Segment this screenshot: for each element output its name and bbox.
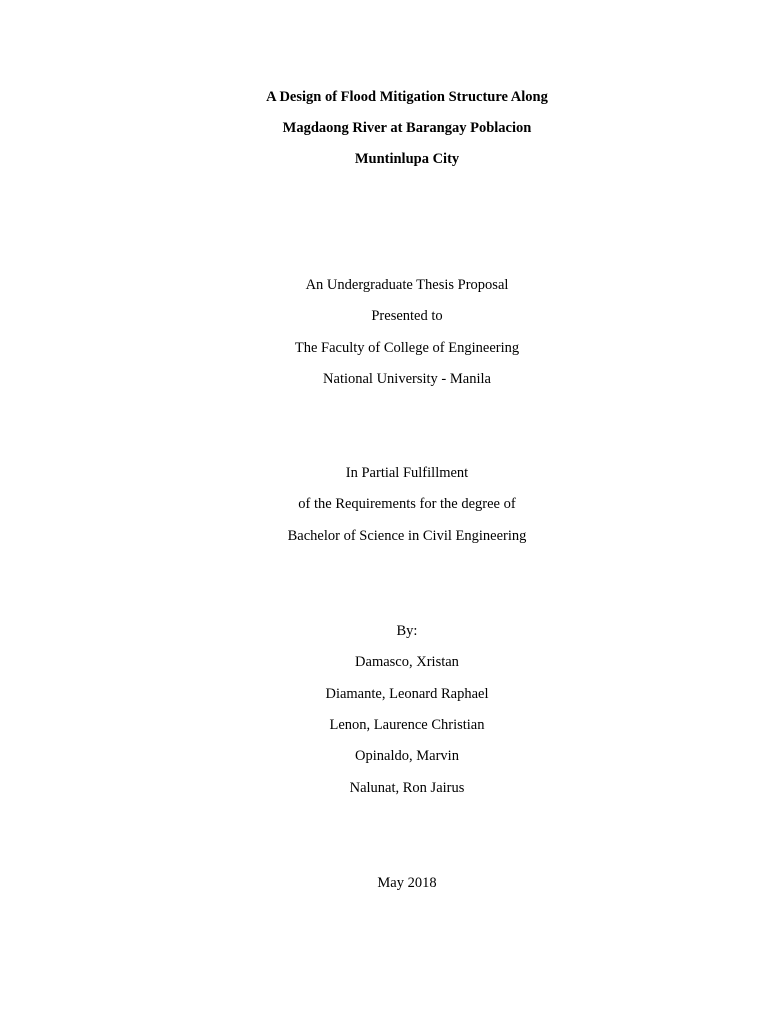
author-name: Lenon, Laurence Christian <box>329 717 485 733</box>
author-name: Opinaldo, Marvin <box>355 748 459 764</box>
author-name: Nalunat, Ron Jairus <box>349 780 465 796</box>
university-name: National University - Manila <box>323 371 491 387</box>
author-name: Damasco, Xristan <box>355 654 459 670</box>
presented-to: Presented to <box>371 308 443 324</box>
faculty-name: The Faculty of College of Engineering <box>294 340 520 356</box>
by-label: By: <box>396 623 418 639</box>
thesis-type: An Undergraduate Thesis Proposal <box>305 277 509 293</box>
title-line-3: Muntinlupa City <box>354 151 460 167</box>
title-line-1: A Design of Flood Mitigation Structure Along <box>266 89 548 105</box>
partial-fulfillment: In Partial Fulfillment <box>345 465 469 481</box>
author-name: Diamante, Leonard Raphael <box>325 686 489 702</box>
degree-name: Bachelor of Science in Civil Engineering <box>287 528 527 544</box>
requirements-line: of the Requirements for the degree of <box>298 496 516 512</box>
title-line-2: Magdaong River at Barangay Poblacion <box>282 120 532 136</box>
document-date: May 2018 <box>377 875 437 891</box>
